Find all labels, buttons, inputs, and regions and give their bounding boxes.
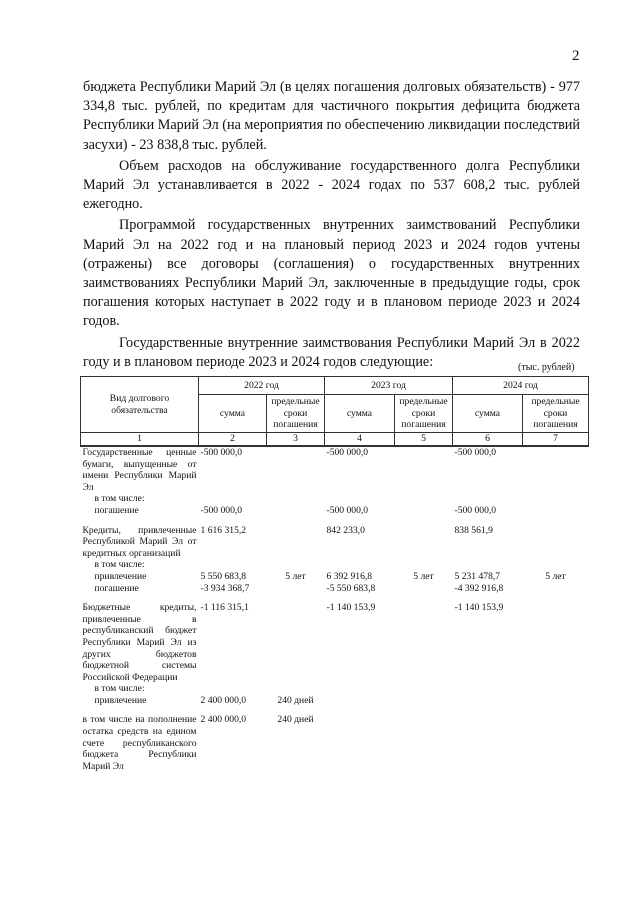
row-label: привлечение <box>94 694 147 706</box>
column-number: 2 <box>199 433 267 447</box>
header-sum: сумма <box>199 395 267 433</box>
sum-cell: 2 400 000,0 <box>200 694 247 706</box>
sum-cell <box>325 683 395 695</box>
term-cell <box>395 695 453 707</box>
term-cell <box>395 493 453 505</box>
sum-cell: -1 140 153,9 <box>326 602 376 614</box>
term-cell <box>395 446 453 493</box>
sum-cell: -500 000,0 <box>326 504 369 516</box>
term-cell: 5 лет <box>413 570 434 582</box>
sum-cell: -1 116 315,1 <box>200 602 249 614</box>
table-row <box>81 505 589 517</box>
header-sum: сумма <box>453 395 523 433</box>
row-label: в том числе на пополнение остатка средств на едином счете республиканского бюджета Республики Марий Эл <box>82 714 197 772</box>
table-row <box>81 583 589 595</box>
column-number: 4 <box>325 433 395 447</box>
row-spacer <box>81 517 589 525</box>
term-cell <box>267 683 325 695</box>
row-label: Бюджетные кредиты, привлеченные в республиканский бюджет Республики Марий Эл из других бюджетов бюджетной системы Российской Федерации <box>82 602 197 683</box>
term-cell: 240 дней <box>277 714 314 726</box>
sum-cell: -500 000,0 <box>326 447 369 458</box>
term-cell <box>395 602 453 683</box>
term-cell: 5 лет <box>545 570 566 582</box>
column-number: 5 <box>395 433 453 447</box>
term-cell <box>523 505 589 517</box>
column-number: 1 <box>81 433 199 447</box>
row-label: Кредиты, привлеченные Республикой Марий Эл от кредитных организаций <box>82 524 197 559</box>
table-row <box>81 446 589 493</box>
row-spacer <box>81 706 589 714</box>
unit-note: (тыс. рублей) <box>518 362 575 373</box>
sum-cell: -1 140 153,9 <box>454 602 504 614</box>
sum-cell: 5 550 683,8 <box>200 570 247 582</box>
sum-cell <box>199 683 267 695</box>
term-cell <box>523 583 589 595</box>
sum-cell: 838 561,9 <box>454 524 493 536</box>
paragraph-4: Государственные внутренние заимствования Республики Марий Эл в 2022 году и в плановом периоде 2023 и 2024 годов следующие: <box>83 334 580 370</box>
sum-cell <box>453 714 523 772</box>
header-term: предельные сроки погашения <box>395 395 453 433</box>
paragraph-2: Объем расходов на обслуживание государственного долга Республики Марий Эл устанавливается в 2022 - 2024 годах по 537 608,2 тыс. рублей ежегодно. <box>83 157 580 213</box>
sum-cell <box>325 559 395 571</box>
table-row <box>81 525 589 560</box>
sum-cell: -500 000,0 <box>200 447 243 458</box>
header-term: предельные сроки погашения <box>523 395 589 433</box>
row-label: в том числе: <box>94 683 145 695</box>
term-cell <box>395 583 453 595</box>
page-number: 2 <box>572 48 580 64</box>
sum-cell: -4 392 916,8 <box>454 582 504 594</box>
sum-cell <box>453 683 523 695</box>
sum-cell: 2 400 000,0 <box>200 714 247 726</box>
term-cell <box>523 559 589 571</box>
sum-cell: -5 550 683,8 <box>326 582 376 594</box>
term-cell <box>395 505 453 517</box>
column-number: 7 <box>523 433 589 447</box>
term-cell <box>395 683 453 695</box>
sum-cell: 5 231 478,7 <box>454 570 501 582</box>
sum-cell: 1 616 315,2 <box>200 524 247 536</box>
header-type: Вид долгового обязательства <box>81 377 199 433</box>
paragraph-3: Программой государственных внутренних заимствований Республики Марий Эл на 2022 год и на плановый период 2023 и 2024 годов учтены (отражены) все договоры (соглашения) о государственных внутренних заимствованиях Республики Марий Эл, заключенные в предыдущие годы, срок погашения которых наступает в 2022 году и в плановом периоде 2023 и 2024 годов. <box>83 217 580 330</box>
table-row <box>81 683 589 695</box>
sum-cell <box>325 714 395 772</box>
sum-cell: 6 392 916,8 <box>326 570 373 582</box>
column-number: 3 <box>267 433 325 447</box>
term-cell <box>267 602 325 683</box>
sum-cell: -500 000,0 <box>454 447 497 458</box>
term-cell <box>523 683 589 695</box>
row-label: Государственные ценные бумаги, выпущенные от имени Республики Марий Эл <box>82 447 197 493</box>
term-cell <box>395 525 453 560</box>
term-cell <box>523 446 589 493</box>
sum-cell: -500 000,0 <box>200 504 243 516</box>
row-label: в том числе: <box>94 559 145 571</box>
sum-cell: 842 233,0 <box>326 524 365 536</box>
term-cell: 240 дней <box>277 694 314 706</box>
column-number: 6 <box>453 433 523 447</box>
term-cell <box>523 602 589 683</box>
row-label: погашение <box>94 504 139 516</box>
term-cell <box>395 559 453 571</box>
sum-cell <box>325 695 395 707</box>
term-cell <box>267 446 325 493</box>
term-cell <box>523 525 589 560</box>
sum-cell <box>453 559 523 571</box>
term-cell <box>267 525 325 560</box>
header-term: предельные сроки погашения <box>267 395 325 433</box>
header-sum: сумма <box>325 395 395 433</box>
term-cell <box>523 493 589 505</box>
row-label: погашение <box>94 582 139 594</box>
term-cell <box>395 714 453 772</box>
sum-cell <box>325 493 395 505</box>
table-row <box>81 493 589 505</box>
term-cell <box>523 714 589 772</box>
sum-cell <box>453 493 523 505</box>
paragraph-1: бюджета Республики Марий Эл (в целях погашения долговых обязательств) - 977 334,8 тыс. рублей, по кредитам для частичного покрытия дефицита бюджета Республики Марий Эл (на мероприятия по обеспечению ликвидации последствий засухи) - 23 838,8 тыс. рублей. <box>83 79 580 153</box>
term-cell <box>523 695 589 707</box>
term-cell <box>267 493 325 505</box>
header-year-2024: 2024 год <box>453 377 589 395</box>
term-cell <box>267 505 325 517</box>
sum-cell: -3 934 368,7 <box>200 582 250 594</box>
table-row <box>81 714 589 772</box>
table-row <box>81 602 589 683</box>
table-row <box>81 695 589 707</box>
row-spacer <box>81 594 589 602</box>
header-year-2023: 2023 год <box>325 377 453 395</box>
table-row <box>81 559 589 571</box>
sum-cell: -500 000,0 <box>454 504 497 516</box>
term-cell <box>267 559 325 571</box>
term-cell: 5 лет <box>285 570 306 582</box>
borrowings-table <box>80 376 589 772</box>
sum-cell <box>199 559 267 571</box>
body-text <box>83 78 580 372</box>
table-body <box>81 446 589 772</box>
row-label: привлечение <box>94 570 147 582</box>
sum-cell <box>199 493 267 505</box>
row-label: в том числе: <box>94 493 145 505</box>
header-year-2022: 2022 год <box>199 377 325 395</box>
sum-cell <box>453 695 523 707</box>
term-cell <box>267 583 325 595</box>
table-row <box>81 571 589 583</box>
